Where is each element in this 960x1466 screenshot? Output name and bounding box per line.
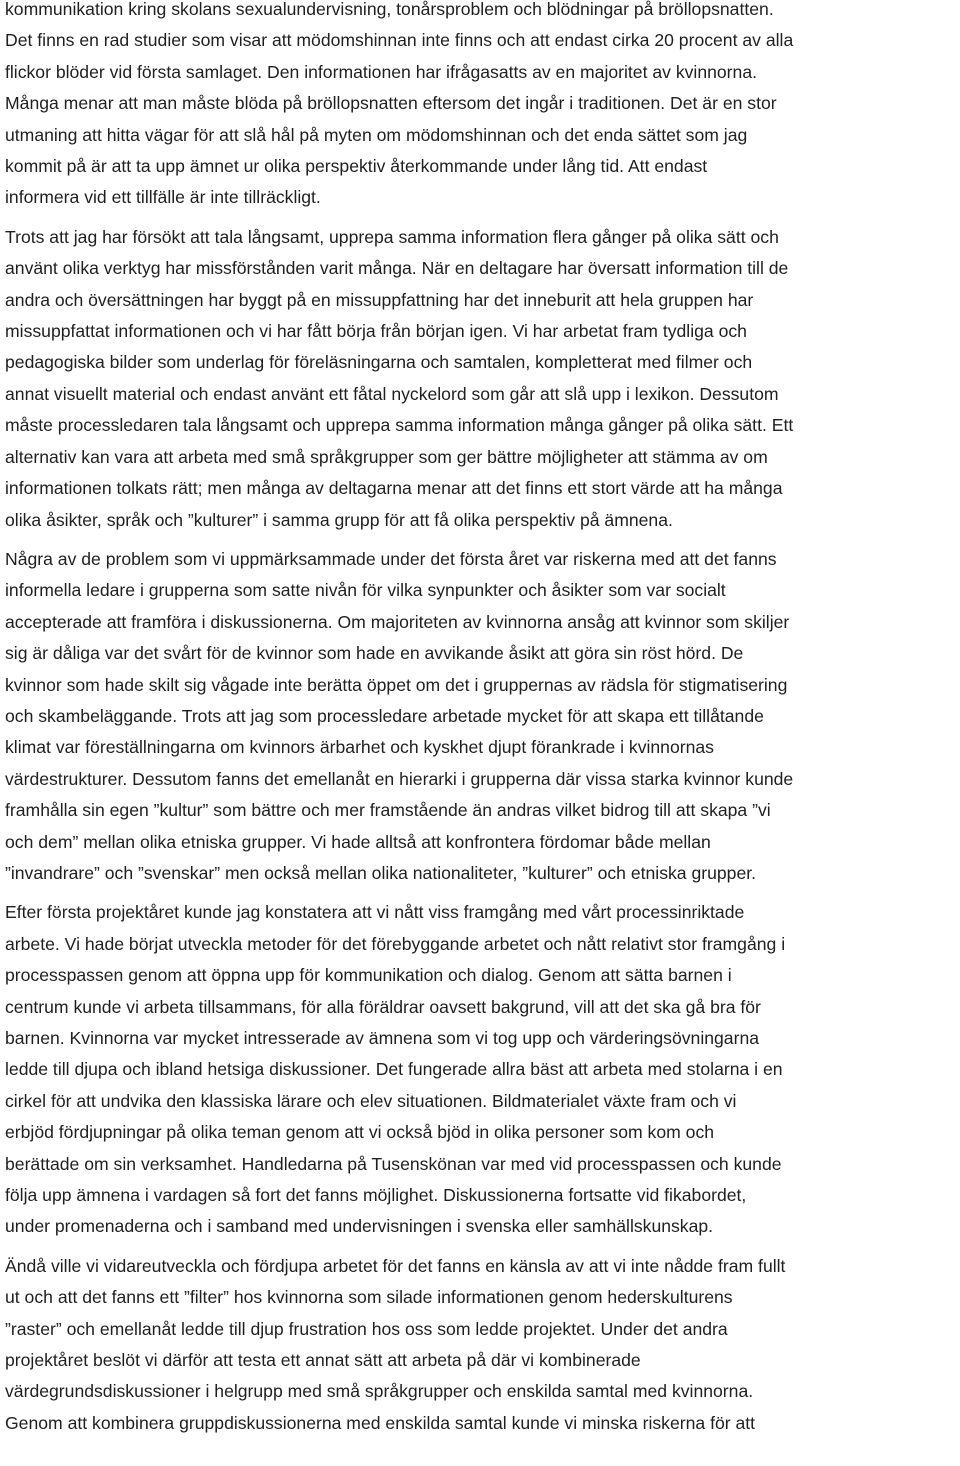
text-line: ut och att det fanns ett ”filter” hos kvinnorna som silade informationen genom hederskulturens (5, 1287, 733, 1308)
text-line: berättade om sin verksamhet. Handledarna på Tusenskönan var med vid processpassen och kunde (5, 1153, 782, 1174)
text-line: Några av de problem som vi uppmärksammade under det första året var riskerna med att det fanns (5, 548, 777, 569)
text-line: använt olika verktyg har missförstånden varit många. När en deltagare har översatt information till de (5, 258, 789, 279)
text-line: pedagogiska bilder som underlag för föreläsningarna och samtalen, kompletterat med filmer och (5, 352, 753, 373)
text-line: processpassen genom att öppna upp för kommunikation och dialog. Genom att sätta barnen i (5, 965, 732, 986)
text-line: informella ledare i grupperna som satte nivån för vilka synpunkter och åsikter som var socialt (5, 580, 726, 601)
text-line: missuppfattat informationen och vi har fått börja från början igen. Vi har arbetat fram tydliga och (5, 321, 747, 342)
text-line: cirkel för att undvika den klassiska lärare och elev situationen. Bildmaterialet växte fram och vi (5, 1090, 737, 1111)
paragraph-3 (5, 544, 960, 889)
text-line: kommunikation kring skolans sexualundervisning, tonårsproblem och blödningar på bröllopsnatten. (5, 0, 774, 19)
text-line: Ändå ville vi vidareutveckla och fördjupa arbetet för det fanns en känsla av att vi inte nådde fram fullt (5, 1255, 786, 1276)
text-line: kommit på är att ta upp ämnet ur olika perspektiv återkommande under lång tid. Att endast (5, 156, 708, 177)
text-line: och skambeläggande. Trots att jag som processledare arbetade mycket för att skapa ett tillåtande (5, 705, 764, 726)
text-line: accepterade att framföra i diskussionerna. Om majoriteten av kvinnorna ansåg att kvinnor som skiljer (5, 611, 790, 632)
text-line: erbjöd fördjupningar på olika teman genom att vi också bjöd in olika personer som kom och (5, 1122, 715, 1143)
text-line: flickor blöder vid första samlaget. Den informationen har ifrågasatts av en majoritet av kvinnorna. (5, 61, 758, 82)
text-line: Det finns en rad studier som visar att mödomshinnan inte finns och att endast cirka 20 procent av alla (5, 30, 794, 51)
text-line: barnen. Kvinnorna var mycket intresserade av ämnena som vi tog upp och värderingsövningarna (5, 1028, 760, 1048)
text-line: informera vid ett tillfälle är inte tillräckligt. (5, 187, 321, 208)
text-line: centrum kunde vi arbeta tillsammans, för alla föräldrar oavsett bakgrund, vill att det ska gå bra för (5, 996, 761, 1017)
text-line: ”invandrare” och ”svenskar” men också mellan olika nationaliteter, ”kulturer” och etniska grupper. (5, 862, 757, 883)
text-line: informationen tolkats rätt; men många av deltagarna menar att det finns ett stort värde att ha många (5, 478, 783, 499)
text-line: måste processledaren tala långsamt och upprepa samma information många gånger på olika sätt. Ett (5, 415, 794, 436)
text-line: alternativ kan vara att arbeta med små språkgrupper som ger bättre möjligheter att stämma av om (5, 446, 768, 467)
text-line: arbete. Vi hade börjat utveckla metoder för det förebyggande arbetet och nått relativt stor framgång i (5, 933, 786, 954)
text-line: Efter första projektåret kunde jag konstatera att vi nått viss framgång med vårt processinriktade (5, 902, 745, 923)
text-line: under promenaderna och i samband med undervisningen i svenska eller samhällskunskap. (5, 1216, 714, 1237)
text-line: Många menar att man måste blöda på bröllopsnatten eftersom det ingår i traditionen. Det är en stor (5, 93, 777, 114)
text-line: projektåret beslöt vi därför att testa ett annat sätt att arbeta på där vi kombinerade (5, 1350, 641, 1371)
text-line: klimat var föreställningarna om kvinnors ärbarhet och kyskhet djupt förankrade i kvinnornas (5, 737, 714, 758)
text-line: framhålla sin egen ”kultur” som bättre och mer framstående än andras vilket bidrog till att skapa ”vi (5, 800, 771, 821)
text-line: ”raster” och emellanåt ledde till djup frustration hos oss som ledde projektet. Under det andra (5, 1318, 728, 1339)
text-line: värdegrundsdiskussioner i helgrupp med små språkgrupper och enskilda samtal med kvinnorna. (5, 1381, 754, 1402)
text-line: Genom att kombinera gruppdiskussionerna med enskilda samtal kunde vi minska riskerna för att (5, 1412, 756, 1433)
paragraph-1 (5, 0, 960, 214)
document-page (5, 0, 960, 1447)
paragraph-2 (5, 222, 960, 536)
text-line: och dem” mellan olika etniska grupper. Vi hade alltså att konfrontera fördomar både mellan (5, 831, 711, 852)
text-line: värdestrukturer. Dessutom fanns det emellanåt en hierarki i grupperna där vissa starka kvinnor kunde (5, 768, 794, 789)
paragraph-5 (5, 1251, 960, 1439)
text-line: kvinnor som hade skilt sig vågade inte berätta öppet om det i gruppernas av rädsla för stigmatisering (5, 674, 788, 695)
text-line: följa upp ämnena i vardagen så fort det fanns möjlighet. Diskussionerna fortsatte vid fikabordet, (5, 1185, 747, 1206)
text-line: ledde till djupa och ibland hetsiga diskussioner. Det fungerade allra bäst att arbeta med stolarna i en (5, 1059, 783, 1080)
text-line: andra och översättningen har byggt på en missuppfattning har det inneburit att hela gruppen har (5, 289, 754, 310)
text-line: olika åsikter, språk och ”kulturer” i samma grupp för att få olika perspektiv på ämnena. (5, 509, 673, 530)
text-line: sig är dåliga var det svårt för de kvinnor som hade en avvikande åsikt att göra sin röst hörd. De (5, 643, 744, 664)
paragraph-4 (5, 897, 960, 1242)
text-line: annat visuellt material och endast använt ett fåtal nyckelord som går att slå upp i lexikon. Dessutom (5, 383, 779, 404)
text-line: Trots att jag har försökt att tala långsamt, upprepa samma information flera gånger på olika sätt och (5, 226, 779, 247)
text-line: utmaning att hitta vägar för att slå hål på myten om mödomshinnan och det enda sättet som jag (5, 124, 748, 145)
